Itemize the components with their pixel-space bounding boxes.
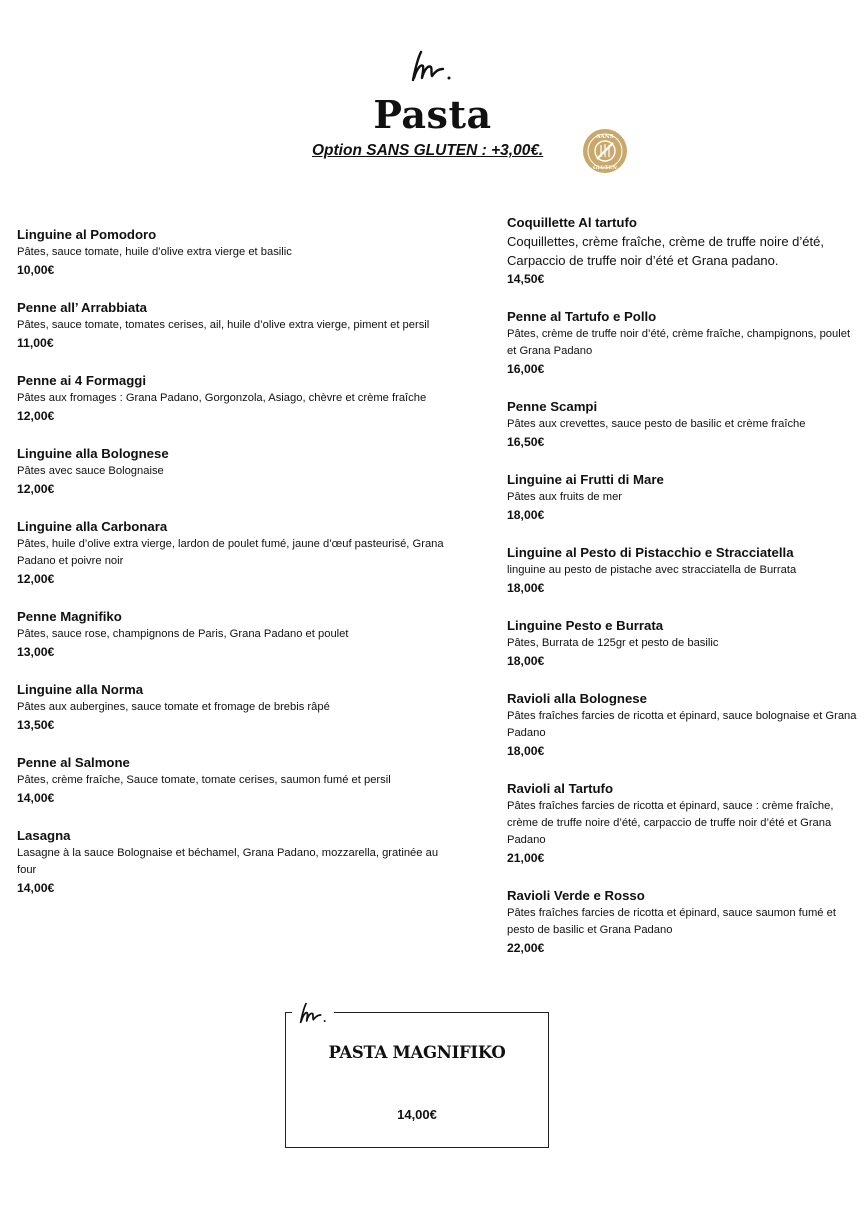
item-price: 18,00€ — [507, 581, 545, 595]
menu-item — [17, 299, 457, 352]
menu-item — [17, 226, 457, 279]
item-price: 10,00€ — [17, 263, 55, 277]
item-description: linguine au pesto de pistache avec stracciatella de Burrata — [507, 564, 797, 576]
item-name: Penne ai 4 Formaggi — [17, 373, 146, 388]
svg-text:GLUTEN: GLUTEN — [593, 165, 617, 171]
item-name: Linguine alla Norma — [17, 682, 144, 697]
menu-item — [507, 398, 857, 451]
gluten-free-option: Option SANS GLUTEN : +3,00€. — [312, 142, 544, 159]
item-description: Pâtes aux fruits de mer — [507, 491, 623, 503]
item-description: Pâtes, crème de truffe noir d’été, crème fraîche, champignons, poulet et Grana Padano — [507, 328, 851, 357]
menu-item — [17, 518, 457, 588]
menu-item — [507, 544, 857, 597]
item-price: 13,50€ — [17, 718, 55, 732]
item-description: Pâtes fraîches farcies de ricotta et épinard, sauce bolognaise et Grana Padano — [507, 710, 857, 739]
item-name: Penne Scampi — [507, 399, 598, 414]
item-name: Linguine al Pomodoro — [17, 227, 157, 242]
item-name: Linguine ai Frutti di Mare — [507, 472, 664, 487]
item-description: Pâtes, huile d’olive extra vierge, lardon de poulet fumé, jaune d’œuf pasteurisé, Grana Padano et poivre noir — [17, 538, 444, 567]
menu-item — [17, 608, 457, 661]
item-name: Linguine alla Carbonara — [17, 519, 168, 534]
menu-item — [17, 827, 457, 897]
item-price: 18,00€ — [507, 744, 545, 758]
item-price: 13,00€ — [17, 645, 55, 659]
item-description: Pâtes, sauce tomate, huile d’olive extra vierge et basilic — [17, 246, 292, 258]
item-description: Pâtes, Burrata de 125gr et pesto de basilic — [507, 637, 719, 649]
menu-item — [17, 445, 457, 498]
page-title: Pasta — [373, 92, 492, 137]
item-price: 18,00€ — [507, 654, 545, 668]
menu-column-right — [507, 214, 857, 977]
menu-item — [507, 780, 857, 867]
item-description: Pâtes fraîches farcies de ricotta et épinard, sauce saumon fumé et pesto de basilic et Grana Padano — [507, 907, 836, 936]
item-price: 14,50€ — [507, 272, 545, 286]
item-name: Penne al Tartufo e Pollo — [507, 309, 657, 324]
item-name: Linguine alla Bolognese — [17, 446, 169, 461]
menu-item — [17, 754, 457, 807]
item-price: 16,50€ — [507, 435, 545, 449]
item-price: 11,00€ — [17, 336, 54, 350]
item-name: Penne al Salmone — [17, 755, 130, 770]
item-price: 18,00€ — [507, 508, 545, 522]
item-description: Pâtes fraîches farcies de ricotta et épinard, sauce : crème fraîche, crème de truffe noire d’été, carpaccio de truffe noir d’été et Grana Padano — [507, 800, 834, 846]
menu-item — [507, 308, 857, 378]
menu-item — [17, 681, 457, 734]
menu-item — [507, 471, 857, 524]
item-name: Linguine al Pesto di Pistacchio e Stracciatella — [507, 545, 794, 560]
menu-item — [507, 617, 857, 670]
item-description: Coquillettes, crème fraîche, crème de truffe noire d’été, Carpaccio de truffe noir d’été et Grana padano. — [507, 234, 824, 268]
menu-item — [507, 214, 857, 288]
item-name: Coquillette Al tartufo — [507, 215, 637, 230]
menu-item — [507, 887, 857, 957]
item-description: Pâtes aux fromages : Grana Padano, Gorgonzola, Asiago, chèvre et crème fraîche — [17, 392, 427, 404]
item-name: Linguine Pesto e Burrata — [507, 618, 664, 633]
item-price: 22,00€ — [507, 941, 545, 955]
menu-item — [507, 690, 857, 760]
sans-gluten-badge-icon — [582, 128, 628, 174]
item-name: Ravioli alla Bolognese — [507, 691, 647, 706]
menu-column-left — [17, 226, 457, 917]
signature-m-logo-icon — [294, 1001, 330, 1025]
special-box — [285, 1012, 549, 1148]
item-price: 12,00€ — [17, 482, 55, 496]
item-description: Pâtes, crème fraîche, Sauce tomate, tomate cerises, saumon fumé et persil — [17, 774, 391, 786]
item-name: Lasagna — [17, 828, 71, 843]
menu-item — [17, 372, 457, 425]
item-description: Pâtes aux aubergines, sauce tomate et fromage de brebis râpé — [17, 701, 330, 713]
item-price: 14,00€ — [17, 791, 55, 805]
item-description: Pâtes aux crevettes, sauce pesto de basilic et crème fraîche — [507, 418, 806, 430]
item-price: 12,00€ — [17, 409, 55, 423]
item-description: Pâtes avec sauce Bolognaise — [17, 465, 164, 477]
item-price: 21,00€ — [507, 851, 545, 865]
item-name: Penne all’ Arrabbiata — [17, 300, 147, 315]
item-name: Ravioli Verde e Rosso — [507, 888, 645, 903]
item-name: Ravioli al Tartufo — [507, 781, 614, 796]
special-price: 14,00€ — [397, 1107, 437, 1122]
item-description: Pâtes, sauce tomate, tomates cerises, ail, huile d’olive extra vierge, piment et persil — [17, 319, 430, 331]
item-price: 14,00€ — [17, 881, 55, 895]
item-description: Pâtes, sauce rose, champignons de Paris, Grana Padano et poulet — [17, 628, 349, 640]
signature-m-logo-icon — [405, 48, 455, 84]
item-price: 16,00€ — [507, 362, 545, 376]
svg-text:SANS: SANS — [596, 134, 614, 140]
item-name: Penne Magnifiko — [17, 609, 122, 624]
item-description: Lasagne à la sauce Bolognaise et béchamel, Grana Padano, mozzarella, gratinée au four — [17, 847, 439, 876]
item-price: 12,00€ — [17, 572, 55, 586]
special-title: PASTA MAGNIFIKO — [328, 1043, 506, 1062]
